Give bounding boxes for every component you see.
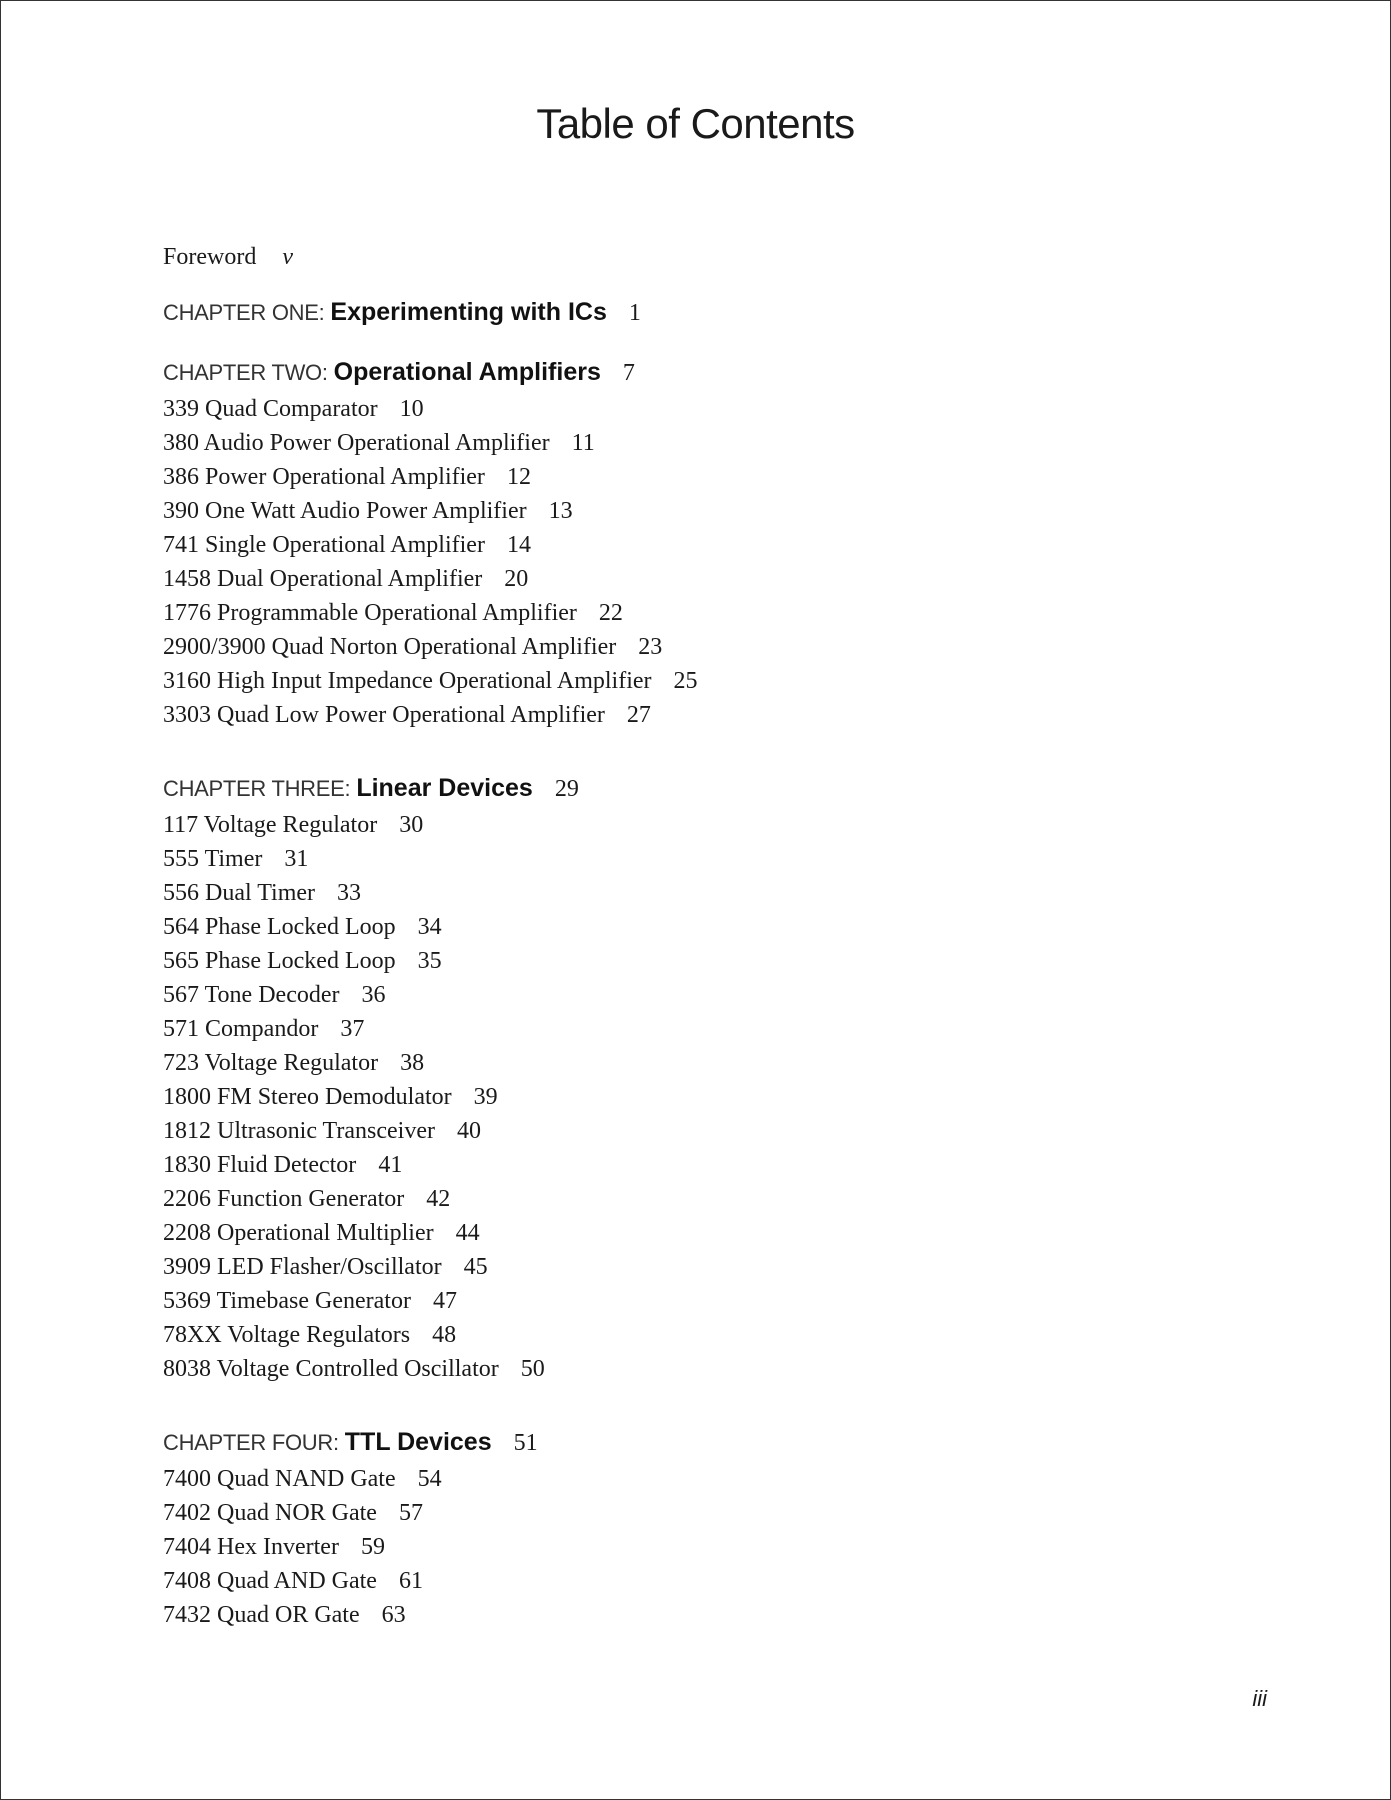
toc-entry[interactable] [163,978,1263,1012]
entry-page: 48 [432,1322,457,1348]
toc-entry[interactable] [163,1080,1263,1114]
entry-page: 22 [598,600,623,626]
toc-entry[interactable] [163,494,1263,528]
chapter-page: 51 [513,1430,538,1456]
toc-entry[interactable] [163,876,1263,910]
chapter-four-heading[interactable] [163,1422,1263,1462]
entry-page: 41 [378,1152,403,1178]
toc-entry[interactable] [163,1216,1263,1250]
entry-page: 39 [473,1084,498,1110]
entry-text: 7402 Quad NOR Gate [163,1500,377,1526]
toc-entry[interactable] [163,1250,1263,1284]
foreword-label: Foreword [163,244,257,270]
foreword-page: v [282,244,293,270]
toc-entry[interactable] [163,426,1263,460]
entry-text: 1458 Dual Operational Amplifier [163,566,483,592]
page-folio: iii [1252,1686,1267,1711]
entry-text: 386 Power Operational Amplifier [163,464,485,490]
entry-text: 567 Tone Decoder [163,982,340,1008]
toc-entry[interactable] [163,664,1263,698]
entry-text: 564 Phase Locked Loop [163,914,396,940]
toc-entry[interactable] [163,1046,1263,1080]
entry-text: 556 Dual Timer [163,880,316,906]
toc-entry[interactable] [163,1148,1263,1182]
entry-text: 555 Timer [163,846,263,872]
toc-entry[interactable] [163,1598,1263,1632]
chapter-label: CHAPTER TWO: [163,360,328,385]
page-title: Table of Contents [536,100,855,147]
entry-text: 1800 FM Stereo Demodulator [163,1084,452,1110]
entry-text: 3909 LED Flasher/Oscillator [163,1254,442,1280]
toc-entry[interactable] [163,528,1263,562]
chapter-title: TTL Devices [344,1428,492,1456]
entry-text: 1812 Ultrasonic Transceiver [163,1118,435,1144]
entry-text: 117 Voltage Regulator [163,812,378,838]
foreword-entry[interactable] [163,240,1263,274]
chapter-title: Experimenting with ICs [330,298,607,326]
entry-text: 7400 Quad NAND Gate [163,1466,396,1492]
toc-entry[interactable] [163,1318,1263,1352]
toc-entry[interactable] [163,1012,1263,1046]
entry-page: 38 [400,1050,425,1076]
entry-page: 57 [398,1500,423,1526]
entry-text: 1830 Fluid Detector [163,1152,357,1178]
entry-text: 565 Phase Locked Loop [163,948,396,974]
chapter-three-entries [163,808,1263,1386]
entry-page: 37 [340,1016,365,1042]
entry-text: 571 Compandor [163,1016,319,1042]
entry-page: 31 [284,846,309,872]
entry-text: 390 One Watt Audio Power Amplifier [163,498,527,524]
entry-text: 3160 High Input Impedance Operational Amplifier [163,668,652,694]
entry-page: 34 [417,914,442,940]
toc-entry[interactable] [163,562,1263,596]
toc-entry[interactable] [163,698,1263,732]
chapter-label: CHAPTER THREE: [163,776,351,801]
toc-entry[interactable] [163,944,1263,978]
entry-text: 7432 Quad OR Gate [163,1602,360,1628]
chapter-label: CHAPTER ONE: [163,300,325,325]
chapter-page: 1 [628,300,641,326]
toc-entry[interactable] [163,392,1263,426]
entry-page: 20 [504,566,529,592]
entry-page: 27 [626,702,651,728]
toc-entry[interactable] [163,596,1263,630]
entry-text: 5369 Timebase Generator [163,1288,411,1314]
toc-entry[interactable] [163,910,1263,944]
toc-entry[interactable] [163,842,1263,876]
entry-text: 7404 Hex Inverter [163,1534,339,1560]
entry-page: 47 [432,1288,457,1314]
chapter-two-heading[interactable] [163,352,1263,392]
entry-page: 36 [361,982,386,1008]
entry-text: 2208 Operational Multiplier [163,1220,434,1246]
chapter-four-entries [163,1462,1263,1632]
entry-text: 339 Quad Comparator [163,396,378,422]
entry-text: 380 Audio Power Operational Amplifier [163,430,550,456]
entry-text: 741 Single Operational Amplifier [163,532,485,558]
entry-page: 45 [463,1254,488,1280]
entry-page: 33 [337,880,362,906]
entry-page: 50 [520,1356,545,1382]
chapter-label: CHAPTER FOUR: [163,1430,339,1455]
toc-entry[interactable] [163,1284,1263,1318]
entry-page: 13 [548,498,573,524]
toc-entry[interactable] [163,1496,1263,1530]
chapter-three-heading[interactable] [163,768,1263,808]
entry-page: 30 [399,812,424,838]
toc-entry[interactable] [163,1114,1263,1148]
entry-text: 3303 Quad Low Power Operational Amplifier [163,702,605,728]
entry-text: 1776 Programmable Operational Amplifier [163,600,577,626]
entry-text: 7408 Quad AND Gate [163,1568,377,1594]
entry-text: 2206 Function Generator [163,1186,405,1212]
toc-entry[interactable] [163,1182,1263,1216]
chapter-page: 7 [622,360,635,386]
entry-page: 42 [426,1186,451,1212]
entry-text: 78XX Voltage Regulators [163,1322,411,1348]
entry-page: 10 [399,396,424,422]
chapter-one-heading[interactable] [163,292,1263,332]
toc-entry[interactable] [163,460,1263,494]
entry-page: 12 [506,464,531,490]
entry-page: 11 [571,430,595,456]
toc-entry[interactable] [163,1462,1263,1496]
entry-text: 2900/3900 Quad Norton Operational Amplifier [163,634,617,660]
toc-entry[interactable] [163,1530,1263,1564]
toc-entry[interactable] [163,1564,1263,1598]
entry-page: 35 [417,948,442,974]
entry-page: 25 [673,668,698,694]
entry-page: 14 [506,532,531,558]
chapter-title: Operational Amplifiers [333,358,601,386]
entry-page: 54 [417,1466,442,1492]
entry-page: 59 [360,1534,385,1560]
chapter-two-entries [163,392,1263,732]
table-of-contents [163,240,1263,1632]
entry-page: 61 [398,1568,423,1594]
entry-text: 8038 Voltage Controlled Oscillator [163,1356,499,1382]
toc-entry[interactable] [163,808,1263,842]
toc-entry[interactable] [163,630,1263,664]
entry-text: 723 Voltage Regulator [163,1050,379,1076]
entry-page: 63 [381,1602,406,1628]
toc-entry[interactable] [163,1352,1263,1386]
entry-page: 44 [455,1220,480,1246]
chapter-title: Linear Devices [356,774,533,802]
entry-page: 40 [456,1118,481,1144]
entry-page: 23 [638,634,663,660]
chapter-page: 29 [554,776,579,802]
